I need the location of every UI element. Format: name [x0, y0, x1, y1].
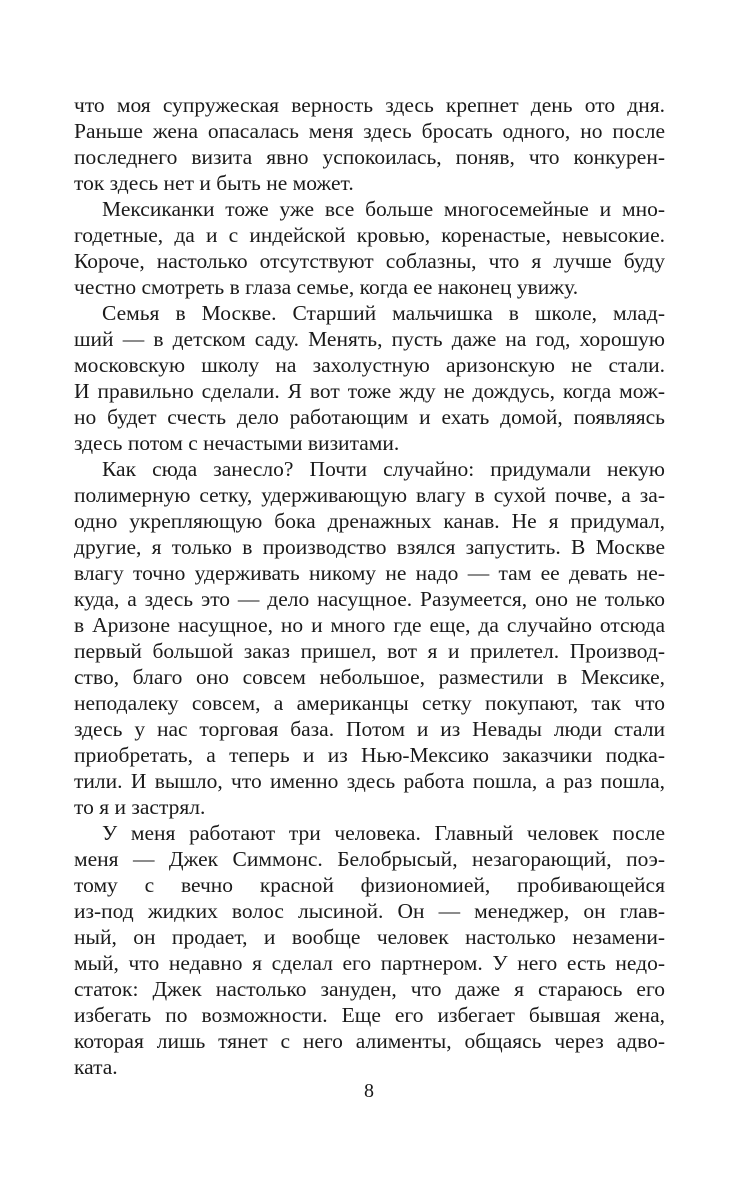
paragraph-4	[74, 456, 665, 820]
text-line: меня — Джек Симмонс. Белобрысый, незагорающий, поэ-	[74, 847, 665, 871]
book-page-text	[74, 92, 665, 1080]
text-line: в Аризоне насущное, но и много где еще, да случайно отсюда	[74, 613, 665, 637]
text-line: последнего визита явно успокоилась, поняв, что конкурен-	[74, 145, 665, 169]
text-line: Мексиканки тоже уже все больше многосемейные и мно-	[102, 197, 665, 221]
text-line: И правильно сделали. Я вот тоже жду не дождусь, когда мож-	[74, 379, 665, 403]
page-number: 8	[364, 1080, 374, 1102]
text-line: из-под жидких волос лысиной. Он — менеджер, он глав-	[74, 899, 665, 923]
text-line: честно смотреть в глаза семье, когда ее наконец увижу.	[74, 275, 579, 299]
text-line: первый большой заказ пришел, вот я и прилетел. Производ-	[74, 639, 665, 663]
paragraph-2	[74, 196, 665, 300]
text-line: здесь потом с нечастыми визитами.	[74, 431, 400, 455]
text-line: ката.	[74, 1055, 118, 1079]
text-line: одно укрепляющую бока дренажных канав. Не я придумал,	[74, 509, 665, 533]
text-line: влагу точно удерживать никому не надо — там ее девать не-	[74, 561, 665, 585]
text-line: неподалеку совсем, а американцы сетку покупают, так что	[74, 691, 665, 715]
text-line: приобретать, а теперь и из Нью-Мексико заказчики подка-	[74, 743, 665, 767]
text-line: другие, я только в производство взялся запустить. В Москве	[74, 535, 665, 559]
text-line: годетные, да и с индейской кровью, коренастые, невысокие.	[74, 223, 665, 247]
text-line: ший — в детском саду. Менять, пусть даже на год, хорошую	[74, 327, 665, 351]
text-line: У меня работают три человека. Главный человек после	[102, 821, 665, 845]
text-line: ство, благо оно совсем небольшое, разместили в Мексике,	[74, 665, 665, 689]
text-line: Раньше жена опасалась меня здесь бросать одного, но после	[74, 119, 665, 143]
text-line: ток здесь нет и быть не может.	[74, 171, 354, 195]
text-line: куда, а здесь это — дело насущное. Разумеется, оно не только	[74, 587, 665, 611]
text-line: тили. И вышло, что именно здесь работа пошла, а раз пошла,	[74, 769, 665, 793]
text-line: тому с вечно красной физиономией, пробивающейся	[74, 873, 665, 897]
text-line: что моя супружеская верность здесь крепнет день ото дня.	[74, 93, 665, 117]
text-line: Короче, настолько отсутствуют соблазны, что я лучше буду	[74, 249, 665, 273]
text-line: Как сюда занесло? Почти случайно: придумали некую	[102, 457, 665, 481]
text-line: мый, что недавно я сделал его партнером. У него есть недо-	[74, 951, 665, 975]
text-line: избегать по возможности. Еще его избегает бывшая жена,	[74, 1003, 665, 1027]
text-line: здесь у нас торговая база. Потом и из Невады люди стали	[74, 717, 665, 741]
text-line: полимерную сетку, удерживающую влагу в сухой почве, а за-	[74, 483, 665, 507]
paragraph-5	[74, 820, 665, 1080]
text-line: ный, он продает, и вообще человек настолько незамени-	[74, 925, 665, 949]
paragraph-1	[74, 92, 665, 196]
text-line: статок: Джек настолько зануден, что даже я стараюсь его	[74, 977, 665, 1001]
text-line: Семья в Москве. Старший мальчишка в школе, млад-	[102, 301, 665, 325]
text-line: московскую школу на захолустную аризонскую не стали.	[74, 353, 665, 377]
text-line: то я и застрял.	[74, 795, 206, 819]
text-line: но будет счесть дело работающим и ехать домой, появляясь	[74, 405, 665, 429]
text-line: которая лишь тянет с него алименты, общаясь через адво-	[74, 1029, 665, 1053]
paragraph-3	[74, 300, 665, 456]
